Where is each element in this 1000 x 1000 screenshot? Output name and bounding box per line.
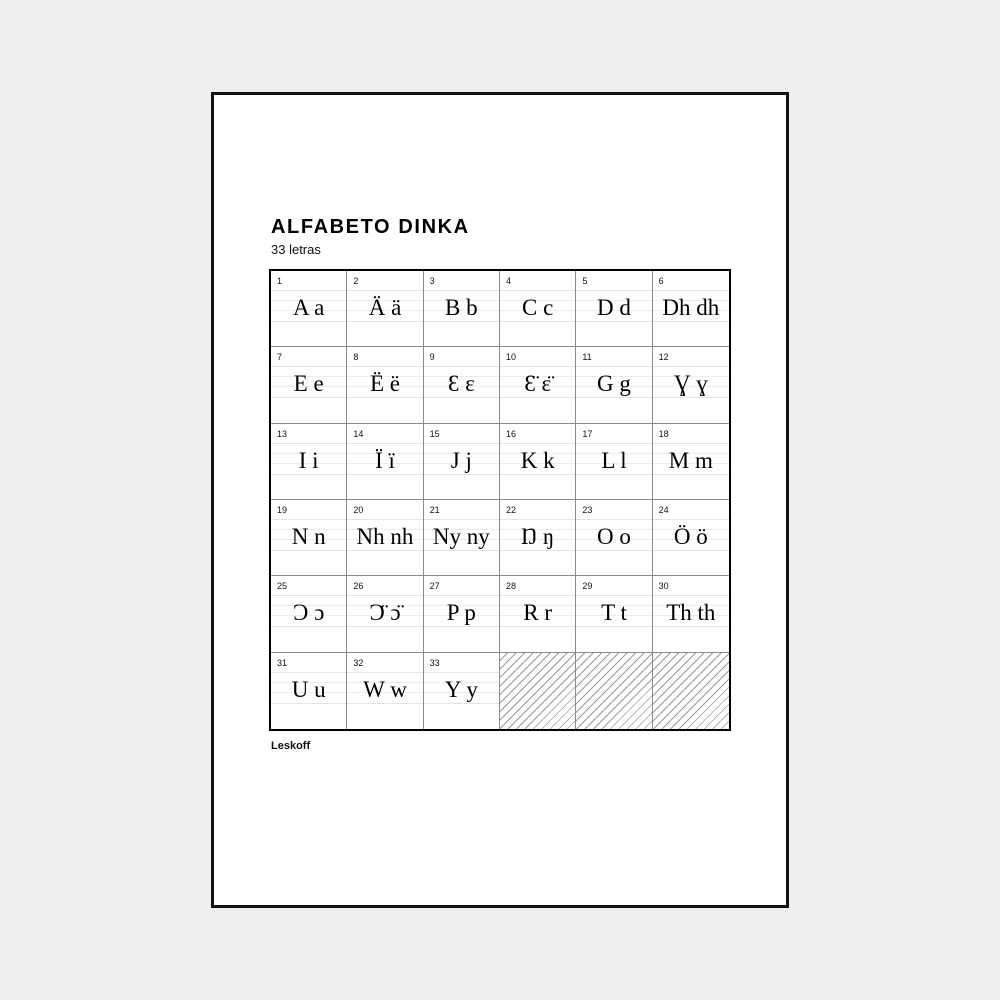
letter-glyph: A a [293, 295, 325, 320]
letter-glyph: Ë ë [369, 371, 400, 397]
letter-cell [347, 500, 423, 576]
letter-number: 33 [429, 657, 440, 668]
letter-number: 1 [277, 276, 283, 286]
letter-number: 28 [506, 581, 517, 592]
letter-number: 13 [277, 428, 288, 439]
letter-glyph: Ɛ ɛ [447, 371, 475, 397]
letter-cell [271, 424, 347, 500]
letter-number: 14 [353, 428, 364, 439]
letter-cell [271, 653, 347, 729]
letter-cell [424, 271, 500, 347]
letter-glyph: L l [601, 447, 627, 473]
letter-cell [576, 424, 652, 500]
letter-glyph: Ö ö [673, 524, 708, 549]
letter-cell [424, 653, 500, 729]
letter-cell [424, 500, 500, 576]
letter-glyph: N n [291, 524, 326, 549]
letter-cell [576, 576, 652, 652]
letter-cell [500, 576, 576, 652]
letter-glyph: I i [298, 447, 319, 473]
poster-title: ALFABETO DINKA [271, 216, 470, 238]
letter-number: 2 [353, 276, 359, 286]
letter-cell [347, 347, 423, 423]
letter-cell [424, 424, 500, 500]
letter-number: 6 [658, 276, 664, 286]
letter-cell [424, 347, 500, 423]
letter-glyph: K k [520, 447, 555, 473]
letter-glyph: M m [668, 447, 713, 473]
letter-glyph: Y y [444, 676, 478, 702]
letter-cell [424, 576, 500, 652]
letter-glyph: Ŋ ŋ [521, 524, 555, 549]
letter-number: 15 [429, 428, 440, 439]
empty-hatched-cell [653, 653, 729, 729]
letter-glyph: Nh nh [356, 524, 414, 549]
letter-cell [500, 347, 576, 423]
alphabet-grid [269, 269, 731, 731]
letter-glyph: B b [445, 295, 478, 320]
letter-cell [271, 271, 347, 347]
letter-cell [576, 347, 652, 423]
letter-number: 27 [429, 581, 440, 592]
letter-number: 8 [353, 352, 359, 363]
letter-number: 32 [353, 657, 364, 668]
empty-hatched-cell [576, 653, 652, 729]
letter-number: 9 [429, 352, 435, 363]
letter-cell [347, 653, 423, 729]
letter-cell [271, 500, 347, 576]
letter-number: 4 [506, 276, 512, 286]
letter-glyph: T t [601, 600, 627, 626]
letter-number: 11 [582, 352, 592, 363]
letter-glyph: Ï ï [375, 447, 395, 473]
letter-glyph: Ɛ̈ ɛ̈ [524, 371, 552, 397]
letter-number: 5 [582, 276, 588, 286]
letter-glyph: P p [446, 600, 476, 626]
letter-number: 16 [506, 428, 517, 439]
letter-cell [347, 424, 423, 500]
letter-glyph: E e [293, 371, 324, 397]
letter-number: 21 [429, 505, 440, 515]
letter-cell [271, 347, 347, 423]
letter-glyph: Ny ny [432, 524, 490, 549]
letter-glyph: Dh dh [662, 295, 720, 320]
letter-number: 31 [277, 657, 288, 668]
letter-number: 19 [277, 505, 288, 515]
letter-number: 20 [353, 505, 364, 515]
letter-number: 23 [582, 505, 593, 515]
letter-number: 12 [658, 352, 669, 363]
letter-cell [347, 576, 423, 652]
letter-glyph: Ɔ ɔ [293, 600, 325, 626]
letter-number: 25 [277, 581, 288, 592]
letter-cell [500, 424, 576, 500]
letter-number: 22 [506, 505, 517, 515]
letter-number: 24 [658, 505, 669, 515]
letter-cell [500, 500, 576, 576]
letter-number: 29 [582, 581, 593, 592]
letter-glyph: C c [522, 295, 554, 320]
letter-glyph: R r [523, 600, 553, 626]
letter-cell [500, 271, 576, 347]
poster-subtitle: 33 letras [271, 242, 321, 257]
brand-logo: Leskoff [271, 740, 311, 752]
letter-glyph: U u [291, 676, 326, 702]
letter-cell [653, 576, 729, 652]
letter-cell [576, 271, 652, 347]
letter-number: 7 [277, 352, 283, 363]
letter-cell [653, 424, 729, 500]
letter-number: 17 [582, 428, 593, 439]
letter-cell [271, 576, 347, 652]
letter-glyph: Ɣ ɣ [673, 371, 708, 397]
letter-glyph: W w [363, 676, 407, 702]
letter-glyph: D d [597, 295, 631, 320]
letter-number: 30 [658, 581, 669, 592]
letter-glyph: O o [597, 524, 631, 549]
letter-cell [576, 500, 652, 576]
letter-glyph: Ä ä [368, 295, 402, 320]
letter-cell [653, 271, 729, 347]
letter-cell [653, 347, 729, 423]
letter-glyph: Ɔ̈ ɔ̈ [369, 600, 401, 626]
letter-number: 3 [429, 276, 435, 286]
letter-glyph: Th th [666, 600, 716, 626]
letter-glyph: G g [597, 371, 631, 397]
letter-glyph: J j [450, 447, 472, 473]
letter-cell [653, 500, 729, 576]
letter-number: 18 [658, 428, 669, 439]
letter-number: 10 [506, 352, 517, 363]
letter-number: 26 [353, 581, 364, 592]
empty-hatched-cell [500, 653, 576, 729]
letter-cell [347, 271, 423, 347]
